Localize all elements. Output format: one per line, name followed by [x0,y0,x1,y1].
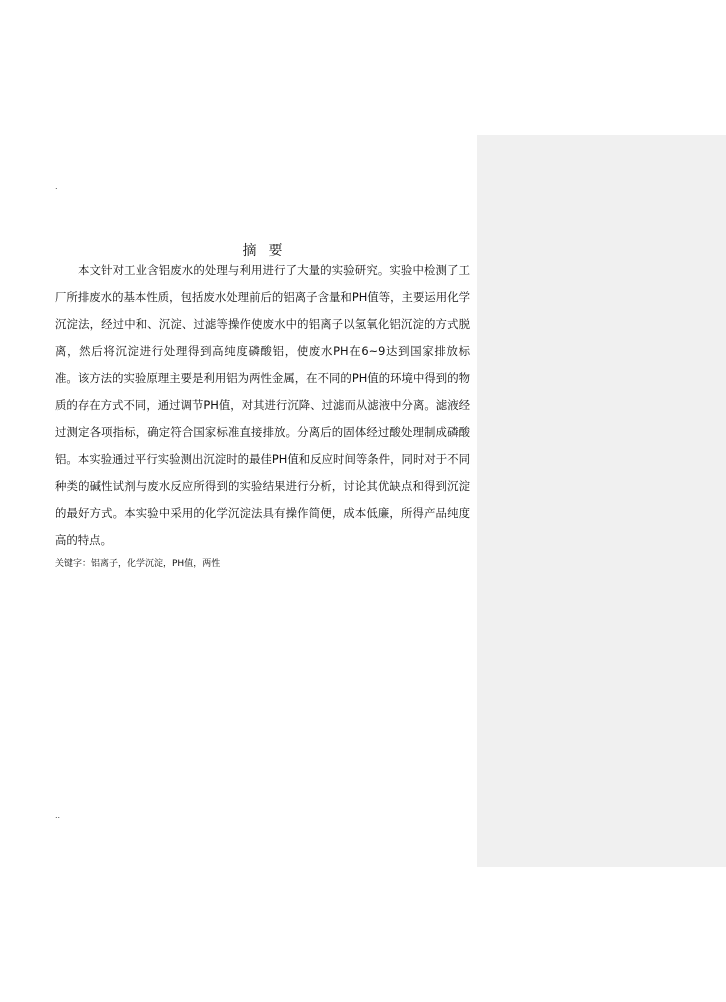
abstract-title: 摘要 [242,243,295,260]
keywords-line: 关键字：铝离子，化学沉淀，PH值，两性 [55,559,221,569]
comment-pane [477,135,726,867]
paragraph-mark-top: . [55,182,58,191]
paragraph-mark-bottom: .. [55,811,61,820]
abstract-body: 本文针对工业含铝废水的处理与利用进行了大量的实验研究。实验中检测了工厂所排废水的基本性质，包括废水处理前后的铝离子含量和PH值等，主要运用化学沉淀法，经过中和、沉淀、过滤等操作使废水中的铝离子以氢氧化铝沉淀的方式脱离，然后将沉淀进行处理得到高纯度磷酸铝，使废水PH在6~9达到国家排放标准。该方法的实验原理主要是利用铝为两性金属，在不同的PH值的环境中得到的物质的存在方式不同，通过调节PH值，对其进行沉降、过滤而从滤液中分离。滤液经过测定各项指标，确定符合国家标准直接排放。分离后的固体经过酸处理制成磷酸铝。本实验通过平行实验测出沉淀时的最佳PH值和反应时间等条件，同时对于不同种类的碱性试剂与废水反应所得到的实验结果进行分析，讨论其优缺点和得到沉淀的最好方式。本实验中采用的化学沉淀法具有操作简便，成本低廉，所得产品纯度高的特点。 [55,263,470,547]
